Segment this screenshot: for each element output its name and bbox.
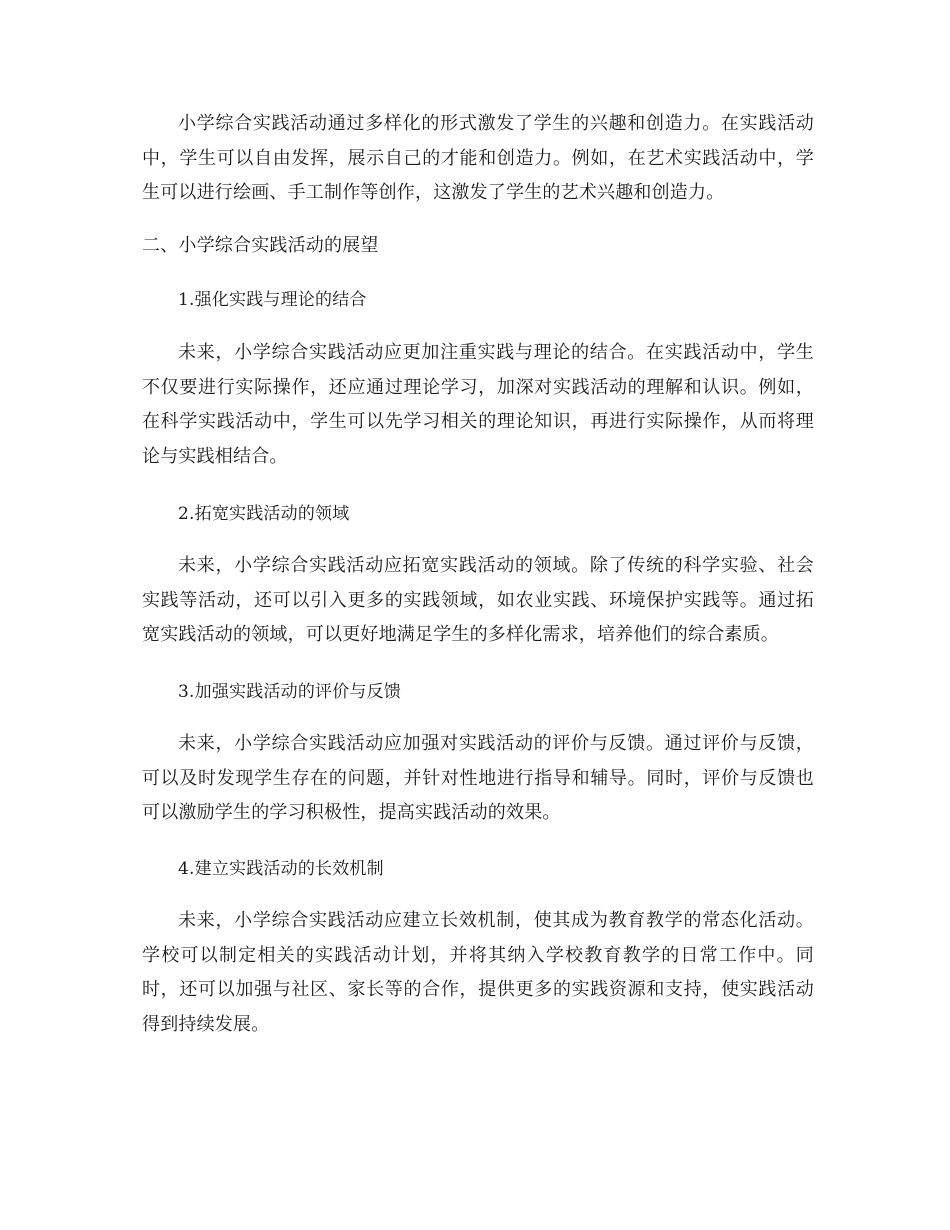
item-2-body: 未来，小学综合实践活动应拓宽实践活动的领域。除了传统的科学实验、社会实践等活动，还可以引入更多的实践领域，如农业实践、环境保护实践等。通过拓宽实践活动的领域，可以更好地满足学生的多样化需求，培养他们的综合素质。 bbox=[142, 555, 814, 645]
item-1-body: 未来，小学综合实践活动应更加注重实践与理论的结合。在实践活动中，学生不仅要进行实际操作，还应通过理论学习，加深对实践活动的理解和认识。例如，在科学实践活动中，学生可以先学习相关的理论知识，再进行实际操作，从而将理论与实践相结合。 bbox=[142, 342, 814, 467]
item-4-title: 4.建立实践活动的长效机制 bbox=[178, 859, 384, 879]
item-1-title: 1.强化实践与理论的结合 bbox=[178, 290, 367, 310]
item-3-title: 3.加强实践活动的评价与反馈 bbox=[178, 682, 402, 702]
item-3-body: 未来，小学综合实践活动应加强对实践活动的评价与反馈。通过评价与反馈，可以及时发现学生存在的问题，并针对性地进行指导和辅导。同时，评价与反馈也可以激励学生的学习积极性，提高实践活动的效果。 bbox=[142, 733, 814, 823]
item-4-body: 未来，小学综合实践活动应建立长效机制，使其成为教育教学的常态化活动。学校可以制定相关的实践活动计划，并将其纳入学校教育教学的日常工作中。同时，还可以加强与社区、家长等的合作，提供更多的实践资源和支持，使实践活动得到持续发展。 bbox=[142, 910, 814, 1035]
intro-paragraph: 小学综合实践活动通过多样化的形式激发了学生的兴趣和创造力。在实践活动中，学生可以自由发挥，展示自己的才能和创造力。例如，在艺术实践活动中，学生可以进行绘画、手工制作等创作，这激发了学生的艺术兴趣和创造力。 bbox=[142, 113, 814, 203]
section-heading: 二、小学综合实践活动的展望 bbox=[142, 235, 379, 256]
item-2-title: 2.拓宽实践活动的领域 bbox=[178, 504, 350, 524]
